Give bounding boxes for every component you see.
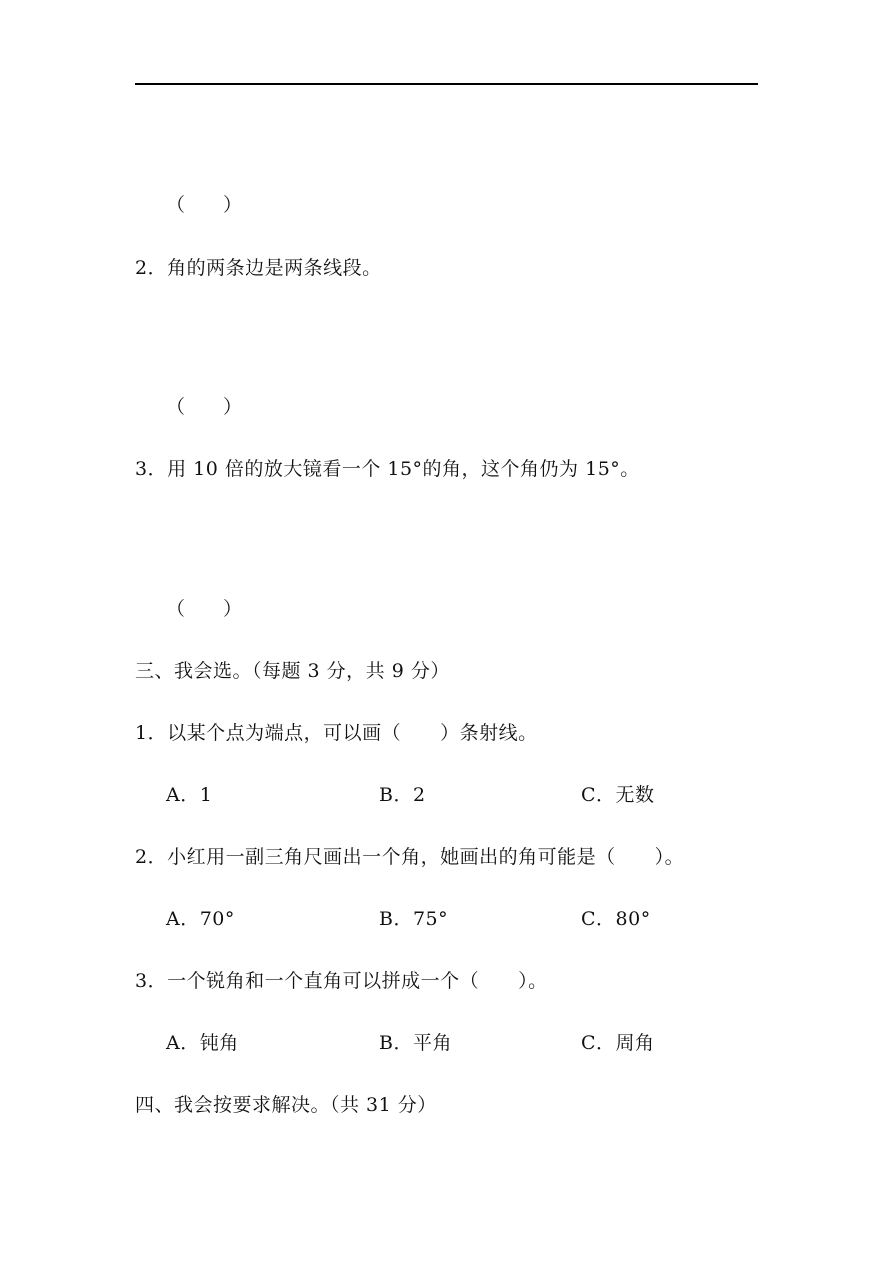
choice-question-3-text: 3．一个锐角和一个直角可以拼成一个（ ）。 [135,970,548,992]
choice-q3-option-c[interactable]: C．周角 [581,1032,655,1054]
choice-q1-option-b[interactable]: B．2 [379,784,426,806]
section-4-heading: 四、我会按要求解决。（共 31 分） [135,1094,437,1116]
question-2-text: 2．角的两条边是两条线段。 [135,257,382,279]
choice-question-2-text: 2．小红用一副三角尺画出一个角，她画出的角可能是（ ）。 [135,846,685,868]
choice-question-1-text: 1．以某个点为端点，可以画（ ）条射线。 [135,722,538,744]
choice-q1-option-c[interactable]: C．无数 [581,784,655,806]
answer-parens-q1[interactable]: （ ） [166,194,243,216]
choice-q2-option-a[interactable]: A．70° [166,908,235,930]
answer-parens-q3[interactable]: （ ） [166,598,243,620]
answer-parens-q2[interactable]: （ ） [166,396,243,418]
question-3-text: 3．用 10 倍的放大镜看一个 15°的角，这个角仍为 15°。 [135,458,640,480]
choice-q2-option-c[interactable]: C．80° [581,908,651,930]
choice-q3-option-a[interactable]: A．钝角 [166,1032,239,1054]
header-rule [135,83,758,85]
choice-q1-option-a[interactable]: A．1 [166,784,213,806]
section-3-heading: 三、我会选。（每题 3 分，共 9 分） [135,660,450,682]
choice-q3-option-b[interactable]: B．平角 [379,1032,452,1054]
choice-q2-option-b[interactable]: B．75° [379,908,449,930]
